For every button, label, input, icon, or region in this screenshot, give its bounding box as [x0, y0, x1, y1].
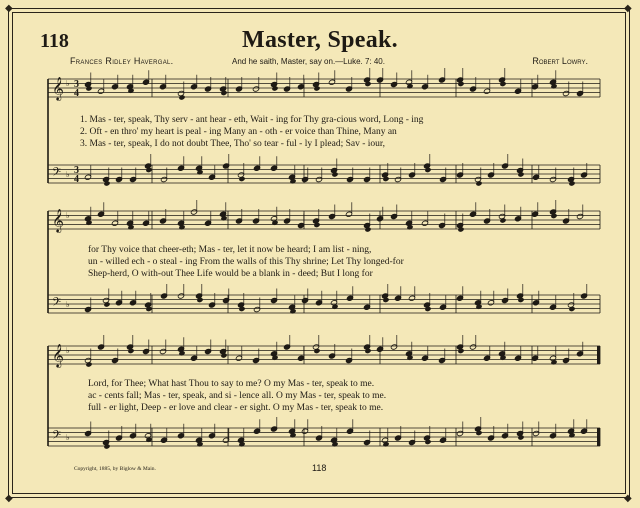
- bass-clef-icon: 𝄢: [52, 296, 62, 312]
- flat-sign-icon: ♭: [66, 211, 70, 220]
- composer: Robert Lowry.: [532, 56, 588, 66]
- note-head: [178, 94, 185, 100]
- lyric-line: full - er light, Deep - er love and clear - er sight. O my Mas - ter, speak to me.: [88, 403, 384, 413]
- treble-clef-icon: 𝄞: [52, 208, 64, 232]
- flat-sign-icon: ♭: [66, 79, 70, 88]
- note-head: [499, 217, 506, 223]
- time-signature-denominator: 4: [74, 174, 79, 185]
- note-head: [103, 301, 110, 307]
- final-barline: [597, 346, 600, 364]
- hymn-number: 118: [40, 30, 69, 52]
- lyric-line: 3. Mas - ter, speak, I do not doubt Thee, Tho' so tear - ful - ly I plead; Sav - iour,: [80, 139, 386, 149]
- note-head: [85, 361, 92, 367]
- note-head: [238, 176, 245, 182]
- lyric-line: 1. Mas - ter, speak, Thy serv - ant hear - eth, Wait - ing for Thy gra-cious word, Long - ing: [80, 115, 424, 125]
- lyric-line: un - willed ech - o steal - ing From the walls of this Thy shrine; Let Thy longed-for: [88, 257, 404, 267]
- time-signature-numerator: 3: [74, 165, 79, 176]
- lyric-line: Shep-herd, O with-out Thee Life would be a blank in - deed; But I long for: [88, 269, 373, 279]
- flat-sign-icon: ♭: [66, 346, 70, 355]
- lyric-line: Lord, for Thee; What hast Thou to say to me? O my Mas - ter, speak to me.: [88, 379, 375, 389]
- treble-clef-icon: 𝄞: [52, 76, 64, 100]
- corner-ornament-icon: ◆: [624, 3, 632, 14]
- note-head: [475, 180, 482, 186]
- bass-clef-icon: 𝄢: [52, 429, 62, 445]
- flat-sign-icon: ♭: [66, 433, 70, 442]
- note-head: [568, 306, 575, 312]
- note-head: [271, 220, 278, 226]
- treble-clef-icon: 𝄞: [52, 343, 64, 367]
- lyric-line: ac - cents fall; Mas - ter, speak, and si - lence all. O my Mas - ter, speak to me.: [88, 391, 387, 401]
- note-head: [313, 348, 320, 354]
- corner-ornament-icon: ◆: [5, 493, 13, 504]
- corner-ornament-icon: ◆: [5, 3, 13, 14]
- note-head: [331, 304, 338, 310]
- time-signature-numerator: 3: [74, 79, 79, 90]
- hymn-title: Master, Speak.: [242, 27, 398, 53]
- time-signature-denominator: 4: [74, 88, 79, 99]
- note-head: [550, 359, 557, 365]
- note-head: [382, 441, 389, 447]
- note-head: [406, 83, 413, 89]
- flat-sign-icon: ♭: [66, 170, 70, 179]
- lyric-line: for Thy voice that cheer-eth; Mas - ter, let it now be heard; I am list - ning,: [88, 245, 372, 255]
- final-barline: [597, 428, 600, 446]
- page-number: 118: [312, 463, 327, 473]
- note-head: [145, 437, 152, 443]
- flat-sign-icon: ♭: [66, 300, 70, 309]
- corner-ornament-icon: ◆: [624, 493, 632, 504]
- lyricist: Frances Ridley Havergal.: [70, 56, 174, 66]
- scripture-reference: And he saith, Master, say on.—Luke. 7: 40.: [232, 57, 385, 66]
- lyric-line: 2. Oft - en thro' my heart is peal - ing Many an - oth - er voice than Thine, Many an: [80, 127, 397, 137]
- bass-clef-icon: 𝄢: [52, 166, 62, 182]
- copyright-notice: Copyright, 1885, by Biglow & Main.: [74, 466, 156, 472]
